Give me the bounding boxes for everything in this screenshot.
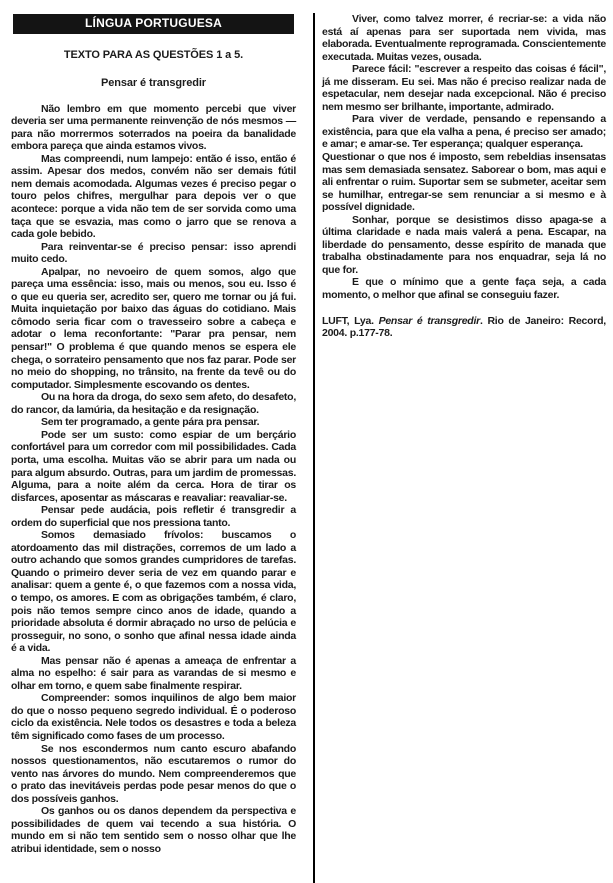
paragraph: Apalpar, no nevoeiro de quem somos, algo que pareça uma essência: isso, mais ou menos, sou eu. Isso é o que eu queria ser, acredito ser, quero me tornar ou já fui. Muita inquietação por baixo das águas do cotidiano. Mais cômodo seria ficar com o travesseiro sobre a cabeça e adotar o lema reconfortante: "Parar pra pensar, nem pensar!" O problema é que quando menos se espera ele chega, o sorrateiro pensamento que nos faz parar. Pode ser no meio do shopping, no trânsito, na frente da tevê ou do computador. Simplesmente escovando os dentes. bbox=[11, 265, 296, 391]
paragraph: Mas compreendi, num lampejo: então é isso, então é assim. Apesar dos medos, convém não ser demais fútil nem demais acomodada. Algumas vezes é preciso pegar o touro pelos chifres, mergulhar para depois ver o que acontece: porque a vida não tem de ser sorvida como uma taça que se esvazia, mas como o jarro que se renova a cada gole bebido. bbox=[11, 152, 296, 241]
right-column bbox=[322, 13, 606, 340]
citation-publisher: . Rio de Janeiro: Record, 2004. p.177-78. bbox=[322, 314, 606, 340]
citation-author: LUFT, Lya. bbox=[322, 314, 379, 327]
section-header-bar bbox=[13, 14, 294, 34]
left-column bbox=[11, 13, 296, 855]
paragraph: E que o mínimo que a gente faça seja, a cada momento, o melhor que afinal se conseguiu fazer. bbox=[322, 276, 606, 302]
paragraph: Não lembro em que momento percebi que viver deveria ser uma permanente reinvenção de nós mesmos — para não morrermos soterrados na poeira da banalidade embora pareça que ainda estamos vivos. bbox=[11, 102, 296, 153]
paragraph: Para viver de verdade, pensando e repensando a existência, para que ela valha a pena, é preciso ser amado; e amar; e amar-se. Ter esperança; qualquer esperança. bbox=[322, 113, 606, 151]
paragraph: Pode ser um susto: como espiar de um berçário confortável para um corredor com mil possibilidades. Cada porta, uma escolha. Muitas vão se abrir para um nada ou para algum absurdo. Outras, para um jardim de promessas. Alguma, para a noite além da cerca. Hora de tirar os disfarces, aposentar as máscaras e reavaliar: reavaliar-se. bbox=[11, 428, 296, 504]
paragraph: Questionar o que nos é imposto, sem rebeldias insensatas mas sem demasiada sensatez. Saborear o bom, mas aqui e ali enfrentar o ruim. Suportar sem se submeter, aceitar sem se humilhar, entregar-se sem renunciar a si mesmo e à possível dignidade. bbox=[322, 151, 606, 214]
paragraph: Somos demasiado frívolos: buscamos o atordoamento das mil distrações, corremos de um lado a outro achando que somos grandes cumpridores de tarefas. Quando o primeiro dever seria de vez em quando parar e analisar: quem a gente é, o que fazemos com a nossa vida, o tempo, os amores. E com as obrigações também, é claro, pois não temos sempre cinco anos de idade, quando a prioridade absoluta é dormir abraçado no urso de pelúcia e prosseguir, no sono, o sonho que afinal nessa idade ainda é a vida. bbox=[11, 529, 296, 655]
paragraph: Sonhar, porque se desistimos disso apaga-se a última claridade e nada mais valerá a pena. Escapar, na liberdade do pensamento, desse espírito de manada que trabalha obstinadamente para nos enquadrar, seja lá no que for. bbox=[322, 213, 606, 276]
paragraph: Os ganhos ou os danos dependem da perspectiva e possibilidades de quem vai tecendo a sua história. O mundo em si não tem sentido sem o nosso olhar que lhe atribui identidade, sem o nosso bbox=[11, 805, 296, 855]
citation-work-title: Pensar é transgredir bbox=[378, 314, 480, 327]
paragraph: Compreender: somos inquilinos de algo bem maior do que o nosso pequeno segredo individual. É o poderoso ciclo da existência. Nele todos os desastres e toda a beleza têm significado como fases de um processo. bbox=[11, 692, 296, 742]
paragraph: Viver, como talvez morrer, é recriar-se: a vida não está aí apenas para ser suportada nem vivida, mas elaborada. Eventualmente reprogramada. Conscientemente executada. Muitas vezes, ousada. bbox=[322, 13, 606, 63]
column-divider bbox=[313, 13, 315, 883]
paragraph: Mas pensar não é apenas a ameaça de enfrentar a alma no espelho: é sair para as varandas de si mesmo e olhar em torno, e quem sabe finalmente respirar. bbox=[11, 654, 296, 692]
paragraph: Para reinventar-se é preciso pensar: isso aprendi muito cedo. bbox=[11, 240, 296, 266]
right-paragraphs bbox=[322, 13, 606, 302]
paragraph: Se nos escondermos num canto escuro abafando nossos questionamentos, não escutaremos o rumor do vento nas árvores do mundo. Nem compreenderemos que o prato das inevitáveis perdas pode pesar menos do que o dos possíveis ganhos. bbox=[11, 742, 296, 805]
text-title: Pensar é transgredir bbox=[101, 77, 206, 90]
paragraph: Parece fácil: "escrever a respeito das coisas é fácil", já me disseram. Eu sei. Mas não é preciso realizar nada de espetacular, nem desejar nada excepcional. Não é preciso nem mesmo ser brilhante, importante, admirado. bbox=[322, 63, 606, 113]
paragraph: Sem ter programado, a gente pára pra pensar. bbox=[41, 416, 260, 429]
left-paragraphs bbox=[11, 103, 296, 856]
section-title: LÍNGUA PORTUGUESA bbox=[85, 16, 222, 30]
paragraph: Pensar pede audácia, pois refletir é transgredir a ordem do superficial que nos pressiona tanto. bbox=[11, 504, 296, 529]
paragraph: Ou na hora da droga, do sexo sem afeto, do desafeto, do rancor, da lamúria, da hesitação e da resignação. bbox=[11, 391, 296, 416]
instructions-line: TEXTO PARA AS QUESTÕES 1 a 5. bbox=[63, 48, 244, 61]
citation bbox=[322, 315, 606, 340]
